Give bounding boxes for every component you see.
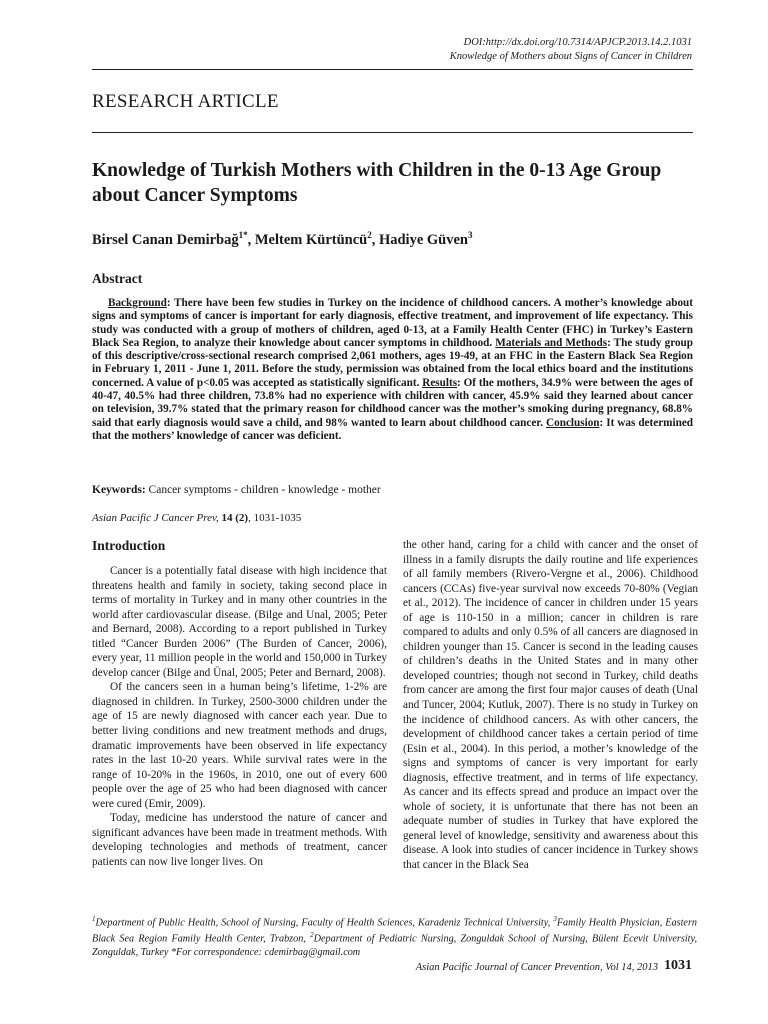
- article-type: RESEARCH ARTICLE: [92, 91, 279, 112]
- author-separator: ,: [371, 231, 379, 248]
- author-list: [92, 230, 473, 249]
- author-name: Birsel Canan Demirbağ: [92, 231, 239, 248]
- body-paragraph: Today, medicine has understood the nature of cancer and significant advances have been made in treatment methods. With developing technologies and methods of treatment, cancer patients can now live longer lives. On: [92, 812, 387, 868]
- footnote-affiliation: Department of Pediatric Nursing, Zonguldak School of Nursing, Bülent Ecevit University, Zonguldak, Turkey *For correspondence: cdemirbag@gmail.com: [92, 933, 697, 958]
- citation-issue: (2): [235, 512, 249, 524]
- footer-journal: Asian Pacific Journal of Cancer Prevention, Vol 14, 2013: [415, 962, 658, 973]
- running-title: Knowledge of Mothers about Signs of Cancer in Children: [449, 51, 692, 62]
- citation-volume: 14: [218, 512, 236, 524]
- abstract-conclusion-label: Conclusion: [546, 416, 600, 429]
- author-affiliation-mark: 1*: [238, 230, 248, 240]
- keywords-text: Cancer symptoms - children - knowledge - mother: [148, 484, 381, 496]
- author-name: Meltem Kürtüncü: [254, 231, 368, 248]
- paper-title: Knowledge of Turkish Mothers with Children in the 0-13 Age Group about Cancer Symptoms: [92, 160, 662, 206]
- abstract-results-label: Results: [422, 376, 458, 389]
- author-name: Hadiye Güven: [378, 231, 468, 248]
- citation-journal: Asian Pacific J Cancer Prev,: [92, 512, 219, 524]
- page-number: 1031: [664, 958, 692, 973]
- body-paragraph: the other hand, caring for a child with cancer and the onset of illness in a family disrupts the daily routine and life experiences of all family members (Rivero-Vergne et al., 2006). Childhood cancers (CCAs) five-year survival now exceeds 70-80% (Vegian et al., 2012). The incidence of cancer in children under 15 years of age is 110-150 in a million; cancer in children is rare compared to adults and only 0.5% of all cancers are diagnosed in children younger than 15. Cancer is second in the leading causes of children’s deaths in the United States and in many other developed countries; though not second in Turkey, child deaths from cancer are among the first four major causes of death (Unal and Tuncer, 2004; Kutluk, 2007). There is no study in Turkey on the incidence of childhood cancers. As with other cancers, the development of childhood cancer takes a certain period of time (Esin et al., 2004). In this period, a mother’s knowledge of the signs and symptoms of cancer is very important for early diagnosis, effective treatment, and in terms of life expectancy. As cancer and its effects spread and produce an impact over the whole of society, it is unfortunate that there has not been an adequate number of studies in Turkey that have explored the general level of knowledge, sensitivity and awareness about this disease. A look into studies of cancer incidence in Turkey shows that cancer in the Black Sea: [403, 539, 698, 872]
- affiliations-footnote: [92, 913, 697, 959]
- keywords: [92, 484, 381, 496]
- footnote-mark: 3: [553, 915, 557, 923]
- author-affiliation-mark: 3: [468, 230, 473, 240]
- top-divider: [92, 69, 693, 70]
- abstract-methods-text: : The study group of this descriptive/cross-sectional research comprised 2,061 mothers, ages 19-49, at an FHC in the Eastern Black Sea Region in February 1, 2011 - June 1, 2011. Before the study, permission was obtained from the local ethics board and the institutions concerned. A value of p<0.05 was accepted as statistically significant.: [92, 336, 693, 389]
- title-divider: [92, 132, 693, 133]
- journal-citation: [92, 512, 301, 524]
- abstract-background-label: Background: [108, 297, 167, 309]
- abstract-conclusion-text: : It was determined that the mothers’ knowledge of cancer was deficient.: [92, 416, 694, 442]
- body-column-right: [403, 538, 698, 873]
- introduction-heading: Introduction: [92, 538, 166, 553]
- abstract-results-text: : Of the mothers, 34.9% were between the ages of 40-47, 40.5% had three children, 73.8% had no experience with children with cancer, 45.9% said they learned about cancer on television, 39.7% stated that the primary reason for childhood cancer was the mother’s smoking during pregnancy, 68.8% said that early diagnosis would save a child, and 98% wanted to learn about childhood cancer.: [92, 376, 693, 429]
- keywords-label: Keywords:: [92, 484, 149, 496]
- body-column-left: [92, 538, 387, 869]
- footnote-affiliation: Family Health Physician, Eastern Black Sea Region Family Health Center, Trabzon,: [92, 917, 698, 945]
- abstract-heading: Abstract: [92, 271, 143, 286]
- abstract-background-text: : There have been few studies in Turkey on the incidence of childhood cancers. A mother’s knowledge about signs and symptoms of cancer is important for early diagnosis, effective treatment, and improvement of life expectancy. This study was conducted with a group of mothers of children, aged 0-13, at a Family Health Center (FHC) in Turkey’s Eastern Black Sea Region, to analyze their knowledge about cancer symptoms in childhood.: [92, 297, 693, 349]
- body-paragraph: Cancer is a potentially fatal disease with high incidence that threatens health and family in society, taking second place in terms of mortality in Turkey and in many other countries in the world after cardiovascular disease. (Bilge and Unal, 2005; Peter and Bernard, 2008). According to a report published in Turkey titled “Cancer Burden 2006” (The Burden of Cancer, 2006), every year, 11 million people in the world and 150,000 in Turkey develop cancer (Bilge and Ünal, 2005; Peter and Bernard, 2008).: [92, 565, 387, 679]
- footnote-mark: 1: [92, 915, 96, 923]
- author-separator: ,: [247, 231, 255, 248]
- body-paragraph: Of the cancers seen in a human being’s lifetime, 1-2% are diagnosed in children. In Turkey, 2500-3000 children under the age of 15 are newly diagnosed with cancer each year. Due to better living conditions and new treatment methods and drugs, dramatic improvements have been observed in life expectancy rates in the last 10-20 years. While survival rates were in the range of 10-20% in the 1960s, in 2010, one out of every 600 people over the age of 25 who had been diagnosed with cancer were cured (Emir, 2009).: [92, 681, 387, 810]
- running-header: [450, 36, 692, 64]
- citation-pages: , 1031-1035: [248, 512, 302, 524]
- doi-link[interactable]: DOI:http://dx.doi.org/10.7314/APJCP.2013.14.2.1031: [463, 37, 692, 48]
- footnote-affiliation: Department of Public Health, School of Nursing, Faculty of Health Sciences, Karadeniz Technical University,: [95, 917, 554, 929]
- footnote-mark: 2: [310, 931, 314, 940]
- abstract-methods-label: Materials and Methods: [495, 336, 608, 349]
- author-affiliation-mark: 2: [367, 230, 372, 240]
- abstract-text: [92, 297, 693, 443]
